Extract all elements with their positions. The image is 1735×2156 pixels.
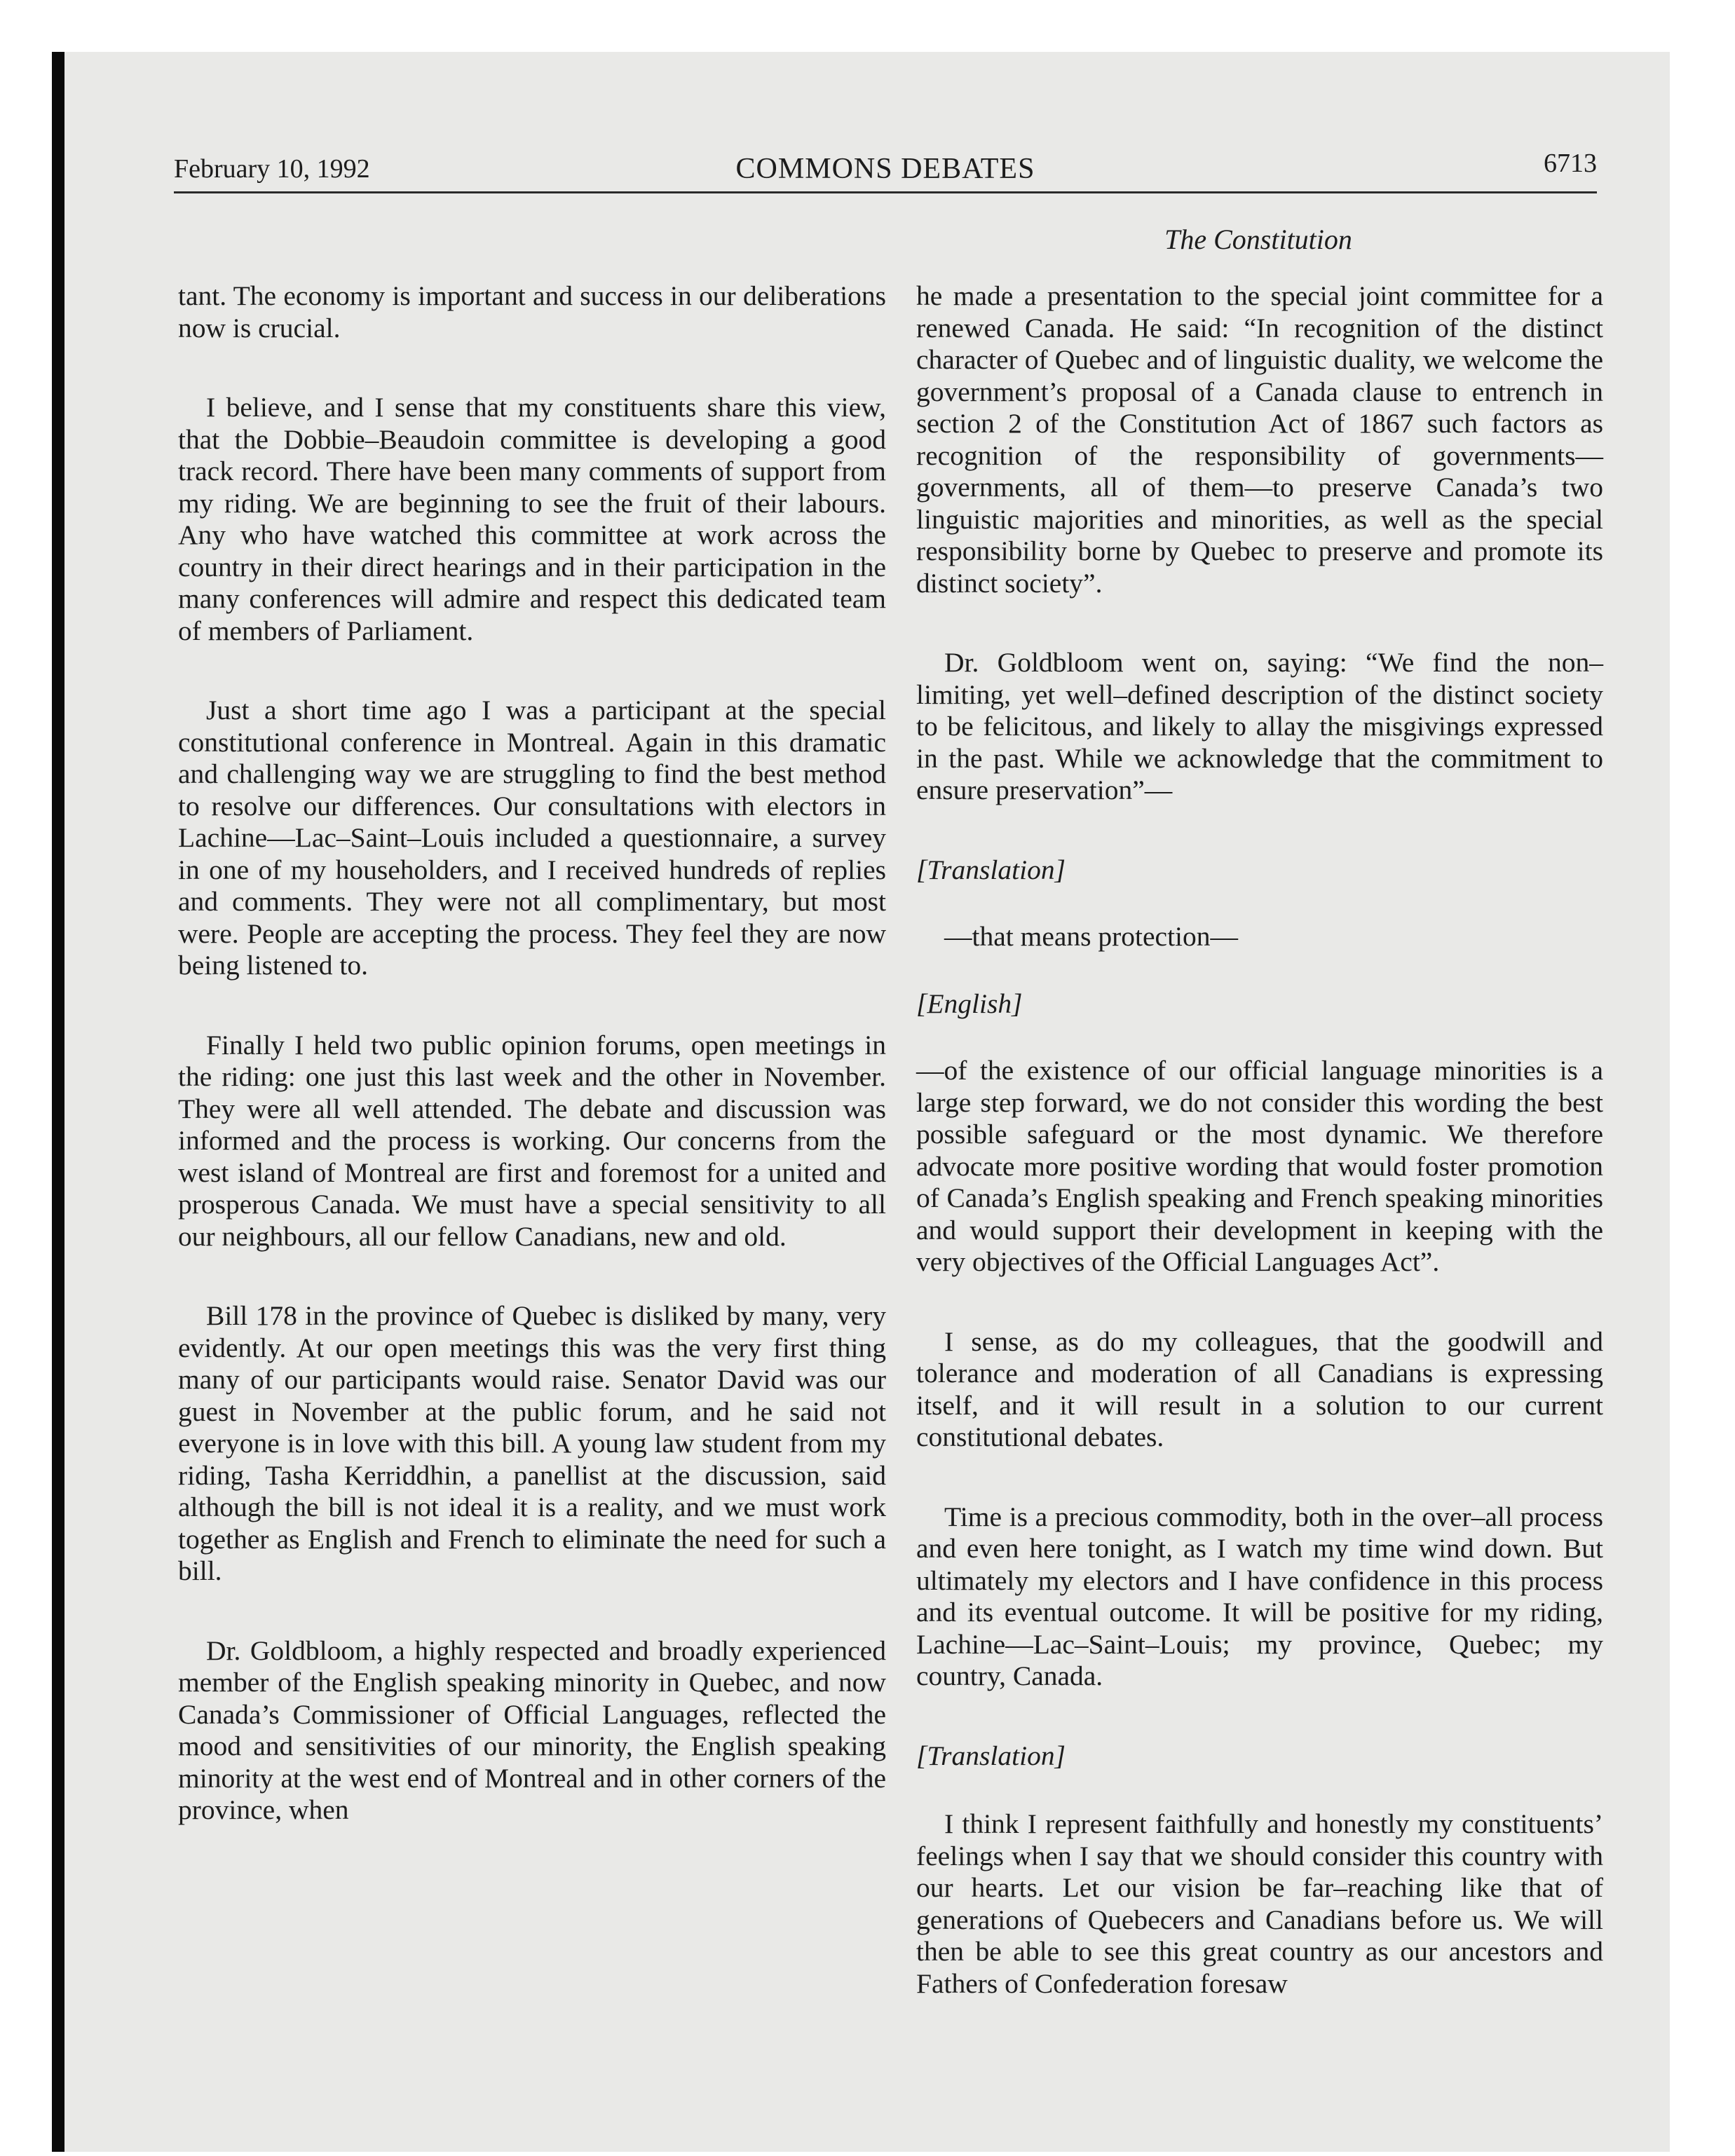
header-title: COMMONS DEBATES (735, 153, 1035, 185)
paragraph: Dr. Goldbloom went on, saying: “We find the non–limiting, yet well–defined description of the distinct society to be felicitous, and likely to allay the misgivings expressed in the past. While we acknowledge that the commitment to ensure preservation”— (916, 647, 1603, 805)
page-header (174, 144, 1597, 193)
paragraph: Just a short time ago I was a participant at the special constitutional conference in Montreal. Again in this dramatic and challenging way we are struggling to find the best method to resolve our differences. Our consultations with electors in Lachine—Lac–Saint–Louis included a questionnaire, a survey in one of my householders, and I received hundreds of replies and comments. They were not all complimentary, but most were. People are accepting the process. They feel they are now being listened to. (178, 695, 886, 981)
paragraph: tant. The economy is important and success in our deliberations now is crucial. (178, 280, 886, 343)
paragraph: I believe, and I sense that my constituents share this view, that the Dobbie–Beaudoin committee is developing a good track record. There have been many comments of support from my riding. We are beginning to see the fruit of their labours. Any who have watched this committee at work across the country in their direct hearings and in their participation in the many conferences will admire and respect this dedicated team of members of Parliament. (178, 392, 886, 646)
page-number: 6713 (1544, 149, 1597, 178)
paragraph: I sense, as do my colleagues, that the goodwill and tolerance and moderation of all Canadians is expressing itself, and it will result in a solution to our current constitutional debates. (916, 1325, 1603, 1452)
paragraph: he made a presentation to the special joint committee for a renewed Canada. He said: “In recognition of the distinct character of Quebec and of linguistic duality, we welcome the government’s proposal of a Canada clause to entrench in section 2 of the Constitution Act of 1867 such factors as recognition of the responsibility of governments—governments, all of them—to preserve Canada’s two linguistic majorities and minorities, as well as the special responsibility borne by Quebec to preserve and promote its distinct society”. (916, 280, 1603, 599)
translation-tag: [Translation] (916, 854, 1066, 885)
paragraph: Time is a precious commodity, both in the over–all process and even here tonight, as I watch my time wind down. But ultimately my electors and I have confidence in this process and its eventual outcome. It will be positive for my riding, Lachine—Lac–Saint–Louis; my province, Quebec; my country, Canada. (916, 1501, 1603, 1691)
english-tag: [English] (916, 988, 1023, 1019)
left-column (178, 280, 886, 1874)
section-title: The Constitution (1164, 224, 1352, 255)
paragraph: —of the existence of our official language minorities is a large step forward, we do not consider this wording the best possible safeguard or the most dynamic. We therefore advocate more positive wording that would foster promotion of Canada’s English speaking and French speaking minorities and would support their development in keeping with the very objectives of the Official Languages Act”. (916, 1055, 1603, 1277)
right-column (916, 280, 1603, 2047)
paragraph: Bill 178 in the province of Quebec is disliked by many, very evidently. At our open meetings this was the very first thing many of our participants would raise. Senator David was our guest in November at the public forum, and he said not everyone is in love with this bill. A young law student from my riding, Tasha Kerriddhin, a panellist at the discussion, said although the bill is not ideal it is a reality, and we must work together as English and French to eliminate the need for such a bill. (178, 1300, 886, 1586)
paragraph: Dr. Goldbloom, a highly respected and broadly experienced member of the English speaking minority in Quebec, and now Canada’s Commissioner of Official Languages, reflected the mood and sensitivities of our minority, the English speaking minority at the west end of Montreal and in other corners of the province, when (178, 1635, 886, 1825)
header-date: February 10, 1992 (174, 154, 370, 184)
scan-border (52, 52, 64, 2152)
paragraph: I think I represent faithfully and honestly my constituents’ feelings when I say that we should consider this country with our hearts. Let our vision be far–reaching like that of generations of Quebecers and Canadians before us. We will then be able to see this great country as our ancestors and Fathers of Confederation foresaw (916, 1808, 1603, 1999)
paragraph: —that means protection— (944, 921, 1239, 952)
translation-tag: [Translation] (916, 1740, 1066, 1771)
paragraph: Finally I held two public opinion forums, open meetings in the riding: one just this last week and the other in November. They were all well attended. The debate and discussion was informed and the process is working. Our concerns from the west island of Montreal are first and foremost for a united and prosperous Canada. We must have a special sensitivity to all our neighbours, all our fellow Canadians, new and old. (178, 1029, 886, 1252)
